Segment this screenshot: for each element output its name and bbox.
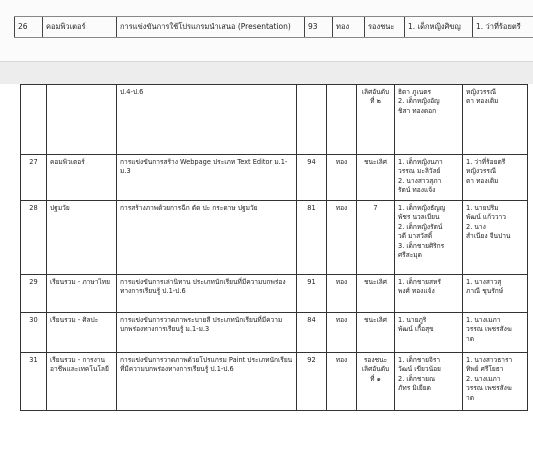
previous-page-strip xyxy=(0,0,533,62)
rank-cell: 7 xyxy=(357,201,395,275)
students-cell: 1. เด็กหญิงธัญญ พัชร นวลเบียน 2. เด็กหญิงรัตน์ วดี มาสวัสดิ์ 3. เด็กชายศิริกร ศรีสะมุด xyxy=(395,201,463,275)
score-cell: 81 xyxy=(297,201,327,275)
activity-cell: การแข่งขันการใช้โปรแกรมนำเสนอ (Presentation) xyxy=(116,17,304,37)
teachers-cell: 1. นางสาวธารา ทิพย์ ศรีโยธา 2. นางเมภา วรรณ เพชรสังฆ าด xyxy=(463,353,528,411)
row-number: 27 xyxy=(21,155,47,201)
activity-cell: การแข่งขันการวาดภาพด้วยโปรแกรม Paint ประเภทนักเรียนที่มีความบกพร่องทางการเรียนรู้ ป.1-ป.6 xyxy=(117,353,297,411)
students-cell: 1. เด็กชายจิรา วัฒน์ เขียวน้อย 2. เด็กชายณ ภัทร มิเยียด xyxy=(395,353,463,411)
table-row xyxy=(21,85,528,155)
activity-cell: การแข่งขันการสร้าง Webpage ประเภท Text Editor ม.1-ม.3 xyxy=(117,155,297,201)
teachers-cell: หญิงวรรณี ตา ทองเติม xyxy=(463,85,528,155)
category-cell: ปฐมวัย xyxy=(47,201,117,275)
medal-cell: ทอง xyxy=(327,313,357,353)
teachers-cell: 1. นางเมภา วรรณ เพชรสังฆ าด xyxy=(463,313,528,353)
medal-cell: ทอง xyxy=(327,155,357,201)
teachers-cell: 1. ว่าที่ร้อยตรี xyxy=(472,17,533,37)
category-cell: เรียนรวม - การงานอาชีพและเทคโนโลยี xyxy=(47,353,117,411)
category-cell: คอมพิวเตอร์ xyxy=(47,155,117,201)
teachers-cell: 1. นายปริม พัฒน์ แก้ววาว 2. นาง สำเนียง จีนปาน xyxy=(463,201,528,275)
row-number: 31 xyxy=(21,353,47,411)
activity-cell: การแข่งขันการเล่านิทาน ประเภทนักเรียนที่มีความบกพร่องทางการเรียนรู้ ป.1-ป.6 xyxy=(117,275,297,313)
row-number: 30 xyxy=(21,313,47,353)
activity-cell: ป.4-ป.6 xyxy=(117,85,297,155)
medal-cell: ทอง xyxy=(327,201,357,275)
rank-cell: ชนะเลิศ xyxy=(357,313,395,353)
rank-cell: เลิศอันดับ ที่ ๒ xyxy=(357,85,395,155)
table-row xyxy=(21,313,528,353)
category-cell: คอมพิวเตอร์ xyxy=(42,17,116,37)
page-gap xyxy=(0,62,533,84)
row-number: 26 xyxy=(14,17,42,37)
activity-cell: การสร้างภาพด้วยการฉีก ตัด ปะ กระดาษ ปฐมวัย xyxy=(117,201,297,275)
activity-cell: การแข่งขันการวาดภาพระบายสี ประเภทนักเรียนที่มีความบกพร่องทางการเรียนรู้ ม.1-ม.3 xyxy=(117,313,297,353)
category-cell xyxy=(47,85,117,155)
students-cell: 1. นายภูริ พัฒน์ เกื้อสุข xyxy=(395,313,463,353)
score-cell: 92 xyxy=(297,353,327,411)
table-row xyxy=(21,275,528,313)
score-cell: 94 xyxy=(297,155,327,201)
document-page xyxy=(0,84,533,467)
students-cell: 1. เด็กหญิงศิขญ xyxy=(404,17,472,37)
teachers-cell: 1. ว่าที่ร้อยตรี หญิงวรรณี ตา ทองเติม xyxy=(463,155,528,201)
score-cell: 84 xyxy=(297,313,327,353)
score-cell: 93 xyxy=(304,17,332,37)
students-cell: ธิดา ภูเนตร 2. เด็กหญิงอัญ ชิสา ทองดอก xyxy=(395,85,463,155)
score-cell: 91 xyxy=(297,275,327,313)
results-table xyxy=(20,84,528,411)
rank-cell: ชนะเลิศ xyxy=(357,155,395,201)
row-number: 29 xyxy=(21,275,47,313)
teachers-cell: 1. นางสาวสุ ภาณี ชุนรักษ์ xyxy=(463,275,528,313)
medal-cell: ทอง xyxy=(327,275,357,313)
rank-cell: รองชนะ เลิศอันดับ ที่ ๑ xyxy=(357,353,395,411)
category-cell: เรียนรวม - ภาษาไทย xyxy=(47,275,117,313)
row-number: 28 xyxy=(21,201,47,275)
students-cell: 1. เด็กหญิงนภา วรรณ มะลิวัลย์ 2. นางสาวสุภา รัตน์ ทองแจ้ง xyxy=(395,155,463,201)
row-number xyxy=(21,85,47,155)
table-row xyxy=(21,201,528,275)
medal-cell: ทอง xyxy=(327,353,357,411)
table-row xyxy=(21,353,528,411)
category-cell: เรียนรวม - ศิลปะ xyxy=(47,313,117,353)
table-row xyxy=(21,155,528,201)
table-row-26 xyxy=(14,16,533,38)
rank-cell: ชนะเลิศ xyxy=(357,275,395,313)
medal-cell: ทอง xyxy=(332,17,364,37)
score-cell xyxy=(297,85,327,155)
medal-cell xyxy=(327,85,357,155)
rank-cell: รองชนะ xyxy=(364,17,404,37)
students-cell: 1. เด็กชายสหรั พงศ์ ทองแจ้ง xyxy=(395,275,463,313)
